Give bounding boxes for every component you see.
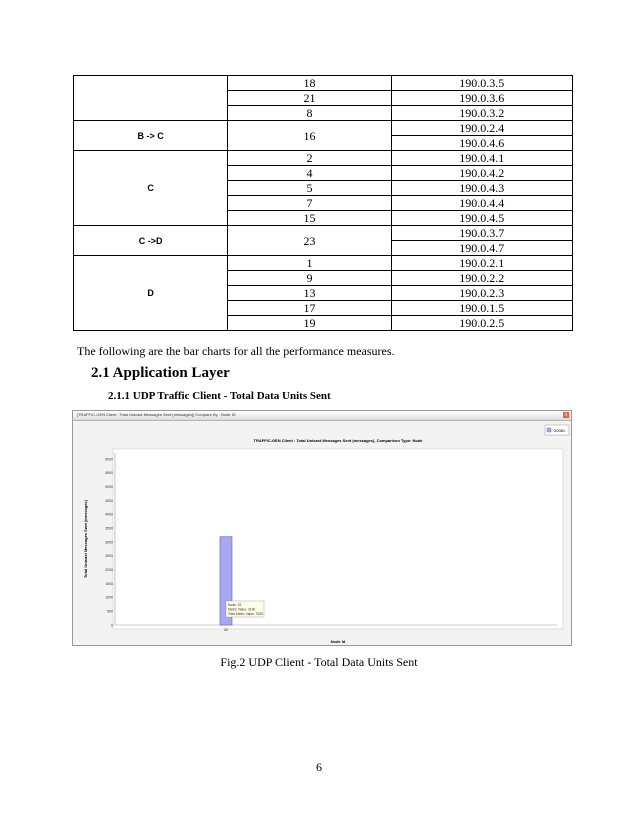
legend-swatch [547, 428, 551, 432]
section-heading: 2.1 Application Layer [91, 365, 230, 381]
hop-cell: 18 [228, 76, 391, 91]
segment-cell [74, 76, 228, 121]
ip-cell: 190.0.2.4 [391, 121, 572, 136]
ip-cell: 190.0.3.5 [391, 76, 572, 91]
hop-cell: 17 [228, 301, 391, 316]
ip-cell: 190.0.4.1 [391, 151, 572, 166]
table-row [74, 121, 573, 136]
ip-cell: 190.0.4.2 [391, 166, 572, 181]
ip-cell: 190.0.4.6 [391, 136, 572, 151]
hop-cell: 1 [228, 256, 391, 271]
chart-screenshot [72, 410, 572, 646]
routing-table [73, 75, 573, 331]
x-axis-label: Node Id [330, 639, 346, 644]
hop-cell: 19 [228, 316, 391, 331]
table-row [74, 151, 573, 166]
ip-cell: 190.0.2.5 [391, 316, 572, 331]
table-row [74, 226, 573, 241]
ip-cell: 190.0.2.3 [391, 286, 572, 301]
hop-cell: 9 [228, 271, 391, 286]
bar-chart [73, 421, 571, 645]
ip-cell: 190.0.3.6 [391, 91, 572, 106]
tooltip-line: Metric Value: 3190 [228, 607, 256, 612]
y-tick-label: 1000 [105, 595, 113, 600]
chart-title: TRAFFIC-GEN Client : Total Unicast Messages Sent (messages), Comparison Type: Node [253, 438, 423, 443]
segment-cell: D [74, 256, 228, 331]
ip-cell: 190.0.2.1 [391, 256, 572, 271]
x-tick-label: 22 [224, 628, 228, 632]
ip-cell: 190.0.3.7 [391, 226, 572, 241]
hop-cell: 7 [228, 196, 391, 211]
y-tick-label: 500 [107, 609, 113, 614]
tooltip-line: Total Metric Value: 3190 [228, 611, 264, 616]
chart-window-titlebar [73, 411, 571, 421]
y-tick-label: 5000 [105, 484, 113, 489]
y-tick-label: 4000 [105, 512, 113, 517]
ip-cell: 190.0.3.2 [391, 106, 572, 121]
y-tick-label: 2500 [105, 554, 113, 559]
plot-area [113, 449, 563, 629]
page-number: 6 [316, 760, 322, 774]
legend-entry: 20081 [554, 428, 566, 433]
hop-cell: 23 [228, 226, 391, 256]
hop-cell: 2 [228, 151, 391, 166]
hop-cell: 16 [228, 121, 391, 151]
y-tick-label: 5500 [105, 471, 113, 476]
hop-cell: 5 [228, 181, 391, 196]
segment-cell: C ->D [74, 226, 228, 256]
table-row [74, 76, 573, 91]
y-tick-label: 2000 [105, 567, 113, 572]
tooltip-line: Node: 22 [228, 603, 242, 607]
y-tick-label: 6000 [105, 457, 113, 462]
y-tick-label: 1500 [105, 581, 113, 586]
close-icon[interactable]: x [564, 412, 568, 418]
segment-cell: C [74, 151, 228, 226]
y-tick-label: 0 [111, 623, 113, 628]
ip-cell: 190.0.4.7 [391, 241, 572, 256]
intro-paragraph: The following are the bar charts for all the performance measures. [77, 344, 395, 358]
ip-cell: 190.0.4.3 [391, 181, 572, 196]
hop-cell: 4 [228, 166, 391, 181]
hop-cell: 8 [228, 106, 391, 121]
hop-cell: 21 [228, 91, 391, 106]
y-tick-label: 3500 [105, 526, 113, 531]
hop-cell: 13 [228, 286, 391, 301]
y-tick-label: 3000 [105, 540, 113, 545]
ip-cell: 190.0.2.2 [391, 271, 572, 286]
hop-cell: 15 [228, 211, 391, 226]
ip-cell: 190.0.4.5 [391, 211, 572, 226]
ip-cell: 190.0.1.5 [391, 301, 572, 316]
subsection-heading: 2.1.1 UDP Traffic Client - Total Data Units Sent [108, 390, 331, 402]
table-row [74, 256, 573, 271]
y-axis-label: Total Unicast Messages Sent (messages) [83, 500, 88, 578]
chart-window-title: [TRAFFIC-GEN Client : Total Unicast Messages Sent (messages)] Compare By : Node ID [77, 412, 236, 417]
ip-cell: 190.0.4.4 [391, 196, 572, 211]
segment-cell: B -> C [74, 121, 228, 151]
figure-caption: Fig.2 UDP Client - Total Data Units Sent [220, 655, 418, 669]
y-tick-label: 4500 [105, 498, 113, 503]
